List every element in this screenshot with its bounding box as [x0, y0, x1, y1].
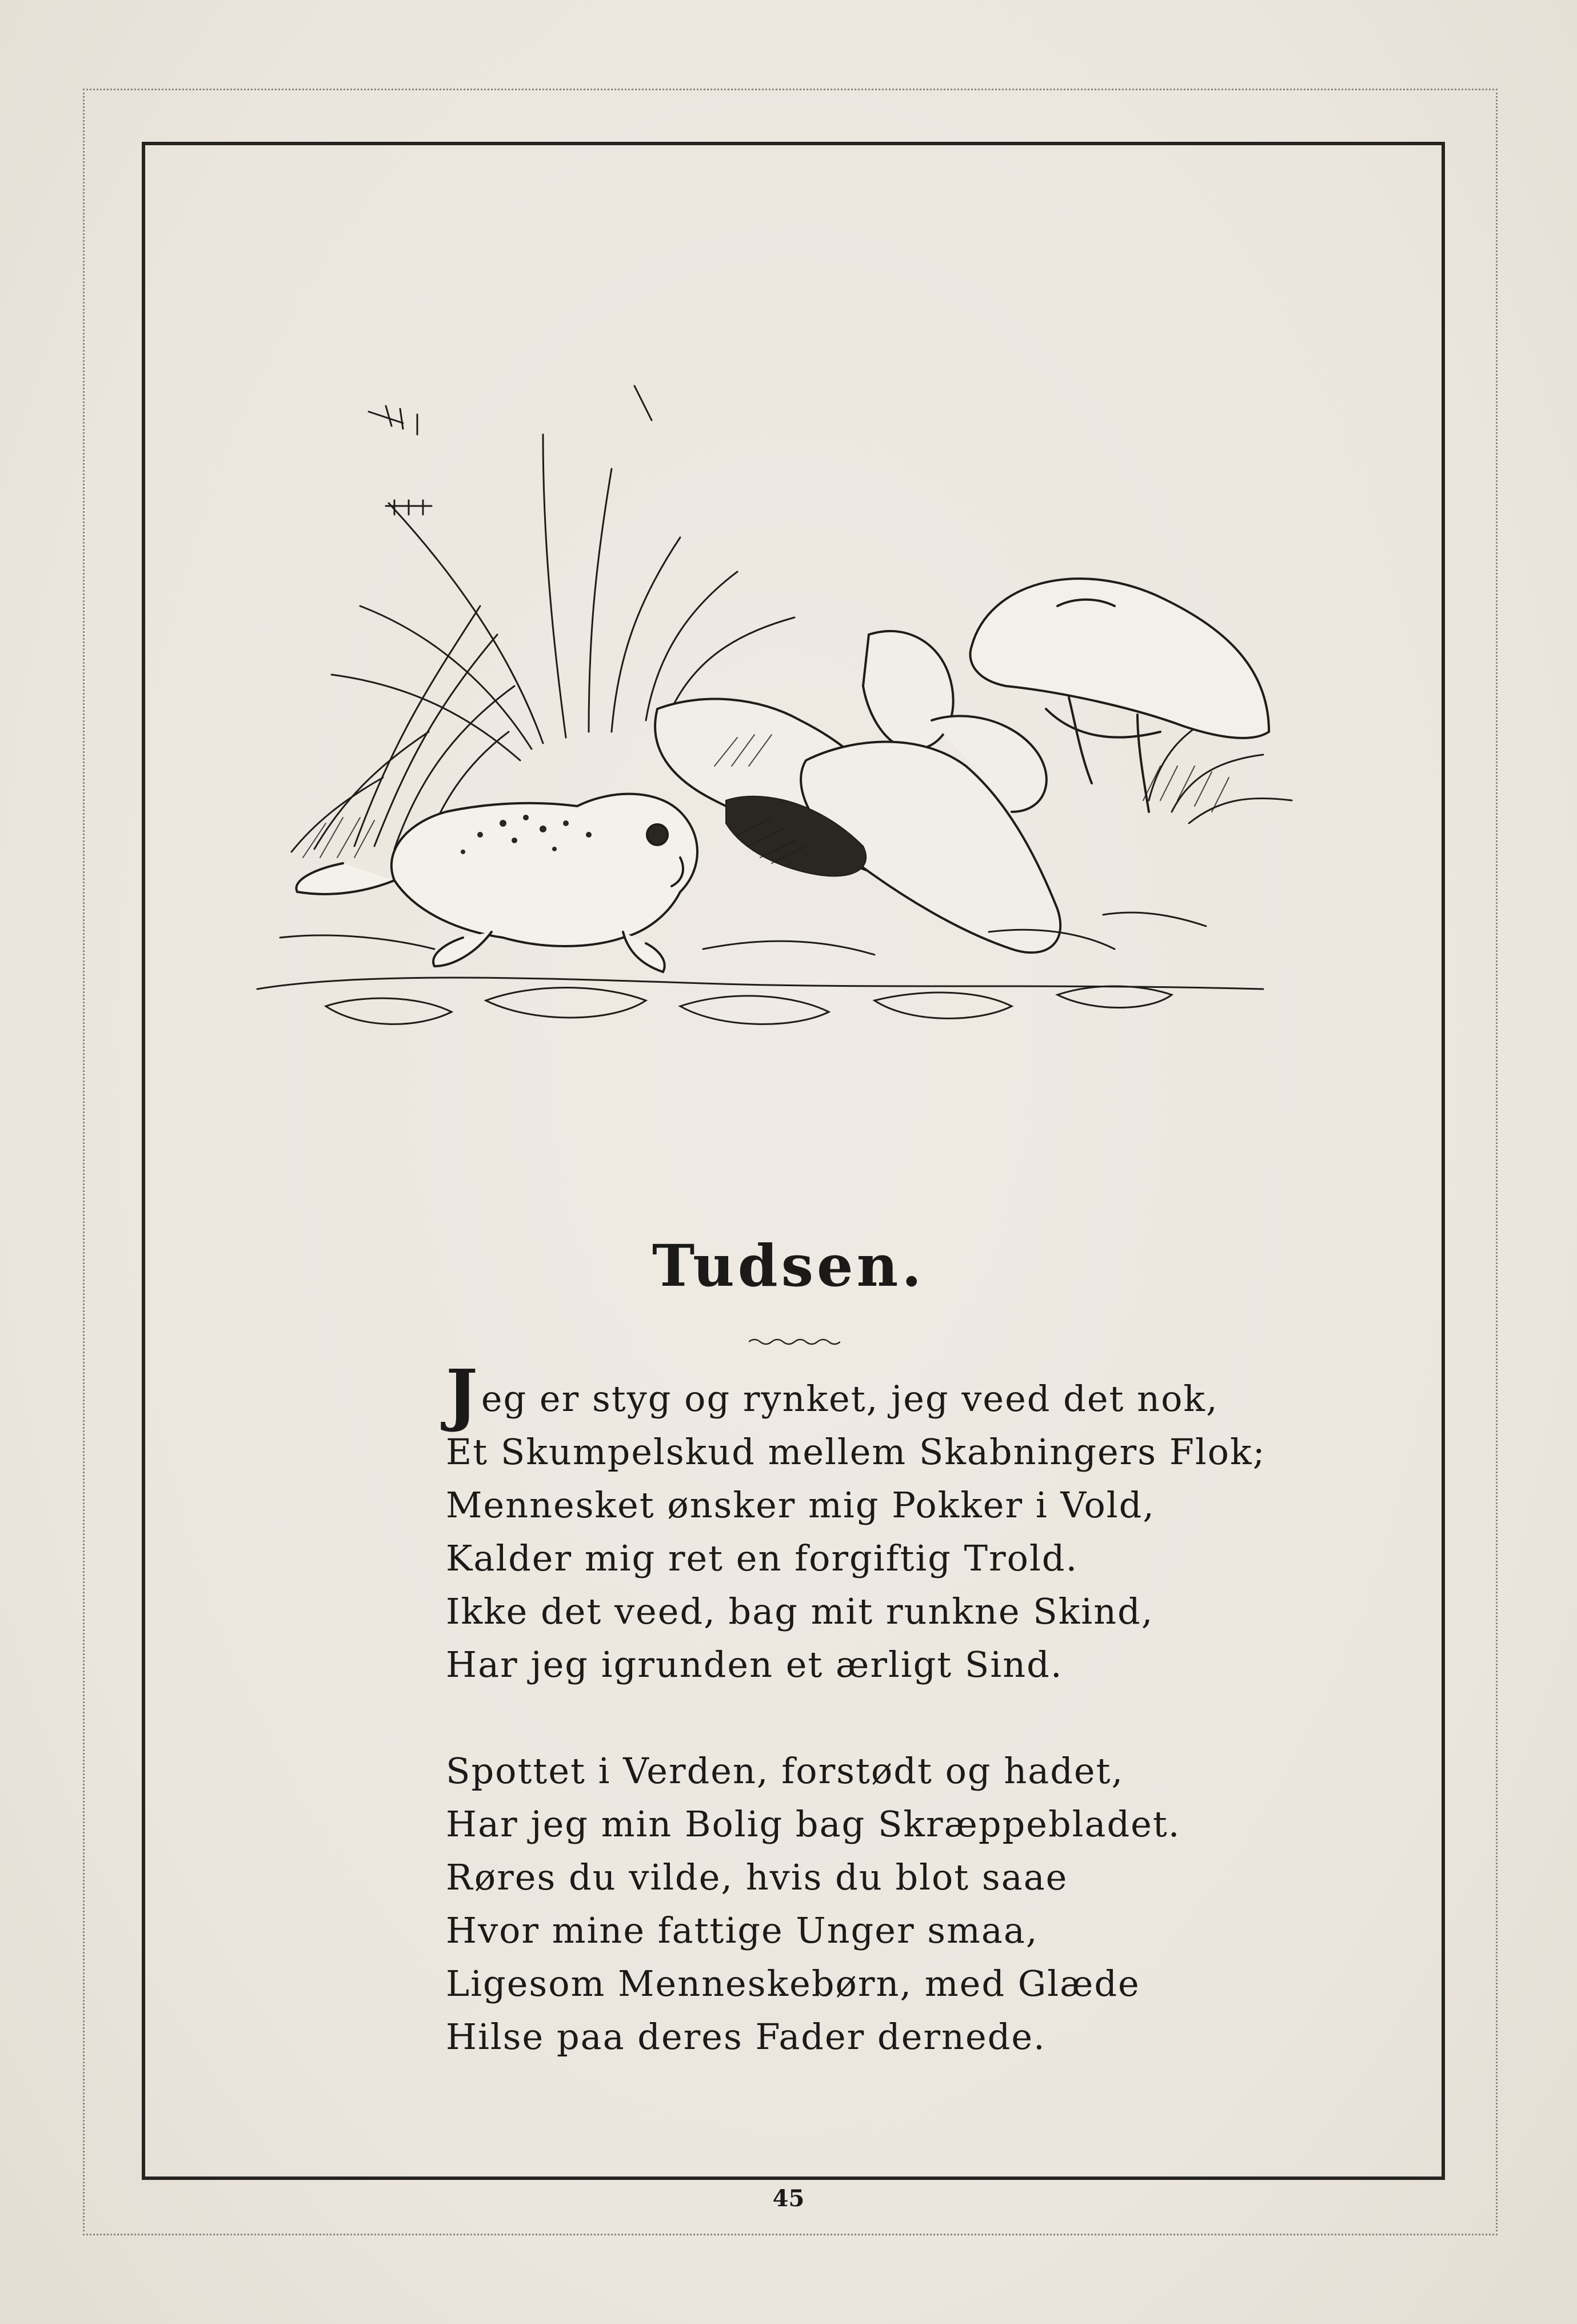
poem-line: Har jeg igrunden et ærligt Sind. — [446, 1644, 1063, 1685]
stanza-2 — [446, 1744, 1418, 2063]
stanza-1 — [446, 1354, 1418, 1691]
first-line-text: eg er styg og rynket, jeg veed det nok, — [481, 1378, 1219, 1420]
poem-line: Hilse paa deres Fader dernede. — [446, 2016, 1046, 2058]
seed-heads — [369, 386, 652, 515]
toad — [296, 794, 697, 972]
page-number: 45 — [772, 2185, 805, 2212]
poem-line: Har jeg min Bolig bag Skræppebladet. — [446, 1803, 1181, 1845]
toad-illustration — [246, 366, 1320, 1058]
poem-line: Røres du vilde, hvis du blot saae — [446, 1856, 1068, 1898]
poem-line: Ligesom Menneskebørn, med Glæde — [446, 1963, 1140, 2004]
poem-line: Et Skumpelskud mellem Skabningers Flok; — [446, 1431, 1266, 1473]
poem-line: Ikke det veed, bag mit runkne Skind, — [446, 1590, 1154, 1632]
poem-line: Spottet i Verden, forstødt og hadet, — [446, 1750, 1124, 1792]
title-ornament — [749, 1335, 840, 1349]
poem-line: Kalder mig ret en forgiftig Trold. — [446, 1537, 1079, 1579]
poem-title: Tudsen. — [652, 1232, 925, 1299]
poem-line-1 — [446, 1354, 1418, 1434]
ground-stones — [257, 912, 1263, 1024]
poem-line: Hvor mine fattige Unger smaa, — [446, 1910, 1039, 1951]
drop-cap: J — [446, 1354, 479, 1434]
poem-line: Mennesket ønsker mig Pokker i Vold, — [446, 1484, 1156, 1526]
poem-body — [446, 1354, 1418, 2063]
